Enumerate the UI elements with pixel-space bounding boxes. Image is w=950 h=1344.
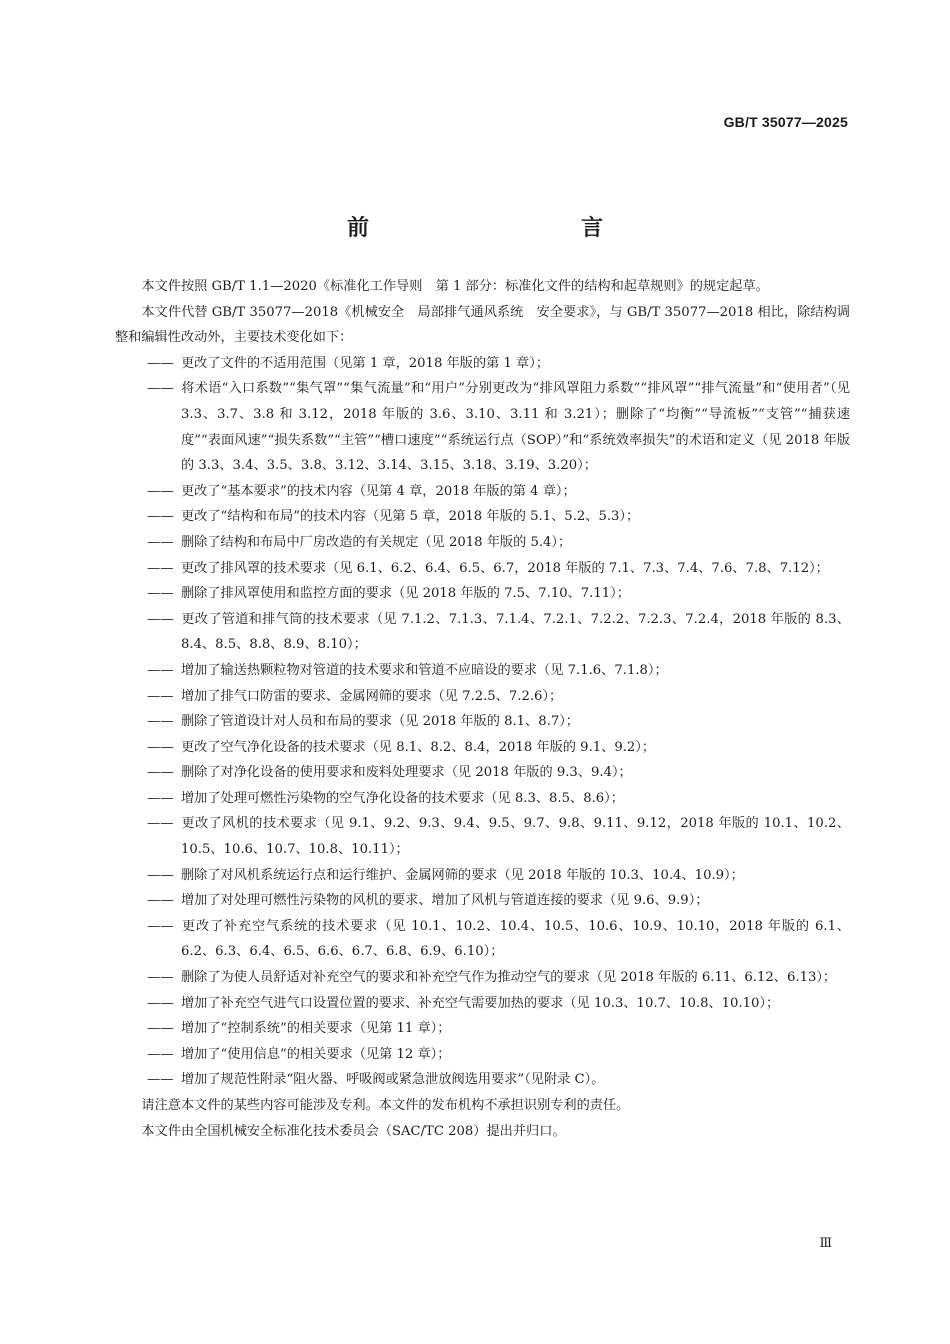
list-dash: ——	[147, 1021, 174, 1037]
change-text: 更改了排风罩的技术要求（见 6.1、6.2、6.4、6.5、6.7，2018 年版的 7.1、7.3、7.4、7.6、7.8、7.12）；	[181, 560, 829, 576]
list-dash: ——	[147, 1046, 174, 1062]
list-dash: ——	[147, 893, 174, 909]
change-item	[115, 965, 850, 991]
change-item	[115, 684, 850, 710]
change-item	[115, 786, 850, 812]
foreword-body	[115, 274, 850, 1144]
change-text: 删除了对风机系统运行点和运行维护、金属网筛的要求（见 2018 年版的 10.3、10.4、10.9）；	[181, 867, 744, 883]
change-item	[115, 479, 850, 505]
list-dash: ——	[147, 355, 174, 371]
list-dash: ——	[147, 714, 174, 730]
list-dash: ——	[147, 534, 174, 550]
change-text: 增加了“使用信息”的相关要求（见第 12 章）；	[181, 1046, 451, 1062]
proposer-statement: 本文件由全国机械安全标准化技术委员会（SAC/TC 208）提出并归口。	[141, 1123, 566, 1139]
change-text: 更改了补充空气系统的技术要求（见 10.1、10.2、10.4、10.5、10.6、10.9、10.10，2018 年版的 6.1、6.2、6.3、6.4、6.5、6.6、6.7、6.8、6.9、6.10）；	[181, 918, 850, 960]
change-text: 更改了“结构和布局”的技术内容（见第 5 章，2018 年版的 5.1、5.2、5.3）；	[181, 509, 640, 525]
change-text: 删除了结构和布局中厂房改造的有关规定（见 2018 年版的 5.4）；	[181, 534, 572, 550]
list-dash: ——	[147, 790, 174, 806]
page-number: Ⅲ	[819, 1236, 832, 1251]
change-item	[115, 1016, 850, 1042]
patent-notice: 请注意本文件的某些内容可能涉及专利。本文件的发布机构不承担识别专利的责任。	[141, 1098, 630, 1113]
list-dash: ——	[147, 483, 174, 499]
change-text: 增加了补充空气进气口设置位置的要求、补充空气需要加热的要求（见 10.3、10.7、10.8、10.10）；	[181, 995, 780, 1011]
list-dash: ——	[147, 1072, 174, 1088]
list-dash: ——	[147, 381, 174, 397]
change-text: 更改了管道和排气筒的技术要求（见 7.1.2、7.1.3、7.1.4、7.2.1、7.2.2、7.2.3、7.2.4，2018 年版的 8.3、8.4、8.5、8.8、8.9、8.10）；	[181, 611, 850, 653]
list-dash: ——	[147, 662, 174, 678]
change-item	[115, 607, 850, 658]
change-text: 删除了排风罩使用和监控方面的要求（见 2018 年版的 7.5、7.10、7.11）；	[181, 586, 630, 602]
list-dash: ——	[147, 611, 174, 627]
change-item	[115, 888, 850, 914]
change-text: 删除了管道设计对人员和布局的要求（见 2018 年版的 8.1、8.7）；	[181, 714, 579, 730]
intro-paragraph-replacement: 本文件代替 GB/T 35077—2018《机械安全 局部排气通风系统 安全要求》，与 GB/T 35077—2018 相比，除结构调整和编辑性改动外，主要技术变化如下：	[115, 304, 850, 346]
change-text: 增加了输送热颗粒物对管道的技术要求和管道不应暗设的要求（见 7.1.6、7.1.8）；	[181, 662, 668, 678]
list-dash: ——	[147, 867, 174, 883]
change-text: 删除了为使人员舒适对补充空气的要求和补充空气作为推动空气的要求（见 2018 年版的 6.11、6.12、6.13）；	[181, 970, 837, 986]
list-dash: ——	[147, 995, 174, 1011]
change-item	[115, 735, 850, 761]
change-item	[115, 914, 850, 965]
list-dash: ——	[147, 918, 174, 934]
change-item	[115, 581, 850, 607]
page-title: 前 言	[346, 215, 659, 241]
change-item	[115, 760, 850, 786]
change-text: 更改了空气净化设备的技术要求（见 8.1、8.2、8.4，2018 年版的 9.1、9.2）；	[181, 739, 656, 755]
document-code: GB/T 35077—2025	[723, 114, 848, 130]
list-dash: ——	[147, 739, 174, 755]
change-text: 更改了文件的不适用范围（见第 1 章，2018 年版的第 1 章）；	[181, 355, 550, 371]
change-item	[115, 1067, 850, 1093]
change-item	[115, 863, 850, 889]
change-item	[115, 351, 850, 377]
list-dash: ——	[147, 560, 174, 576]
change-text: 更改了“基本要求”的技术内容（见第 4 章，2018 年版的第 4 章）；	[181, 483, 576, 499]
list-dash: ——	[147, 970, 174, 986]
change-item	[115, 530, 850, 556]
change-text: 删除了对净化设备的使用要求和废料处理要求（见 2018 年版的 9.3、9.4）；	[181, 765, 632, 781]
change-text: 增加了处理可燃性污染物的空气净化设备的技术要求（见 8.3、8.5、8.6）；	[181, 790, 624, 806]
change-item	[115, 1042, 850, 1068]
change-item	[115, 811, 850, 862]
change-text: 增加了规范性附录“阻火器、呼吸阀或紧急泄放阀选用要求”（见附录 C）。	[181, 1072, 605, 1088]
change-item	[115, 556, 850, 582]
change-item	[115, 991, 850, 1017]
list-dash: ——	[147, 765, 174, 781]
change-text: 将术语“入口系数”“集气罩”“集气流量”和“用户”分别更改为“排风罩阻力系数”“排风罩”“排气流量”和“使用者”（见 3.3、3.7、3.8 和 3.12，2018 年版的 3.6、3.10、3.11 和 3.21）；删除了“均衡”“导流板”“支管”“捕获速度”“表面风速”“损失系数”“主管”“槽口速度”“系统运行点（SOP）”和“系统效率损失”的术语和定义（见 2018 年版的 3.3、3.4、3.5、3.8、3.12、3.14、3.15、3.18、3.19、3.20）；	[181, 381, 851, 474]
change-item	[115, 709, 850, 735]
intro-paragraph-drafting: 本文件按照 GB/T 1.1—2020《标准化工作导则 第 1 部分：标准化文件的结构和起草规则》的规定起草。	[141, 279, 769, 294]
changes-list	[115, 351, 850, 1093]
list-dash: ——	[147, 688, 174, 704]
change-item	[115, 504, 850, 530]
change-text: 增加了排气口防雷的要求、金属网筛的要求（见 7.2.5、7.2.6）；	[181, 688, 563, 704]
list-dash: ——	[147, 816, 174, 832]
change-text: 更改了风机的技术要求（见 9.1、9.2、9.3、9.4、9.5、9.7、9.8、9.11、9.12，2018 年版的 10.1、10.2、10.5、10.6、10.7、10.8、10.11）；	[181, 816, 850, 858]
list-dash: ——	[147, 586, 174, 602]
change-text: 增加了“控制系统”的相关要求（见第 11 章）；	[181, 1021, 451, 1037]
change-item	[115, 658, 850, 684]
change-item	[115, 376, 850, 478]
list-dash: ——	[147, 509, 174, 525]
change-text: 增加了对处理可燃性污染物的风机的要求、增加了风机与管道连接的要求（见 9.6、9.9）；	[181, 893, 709, 909]
